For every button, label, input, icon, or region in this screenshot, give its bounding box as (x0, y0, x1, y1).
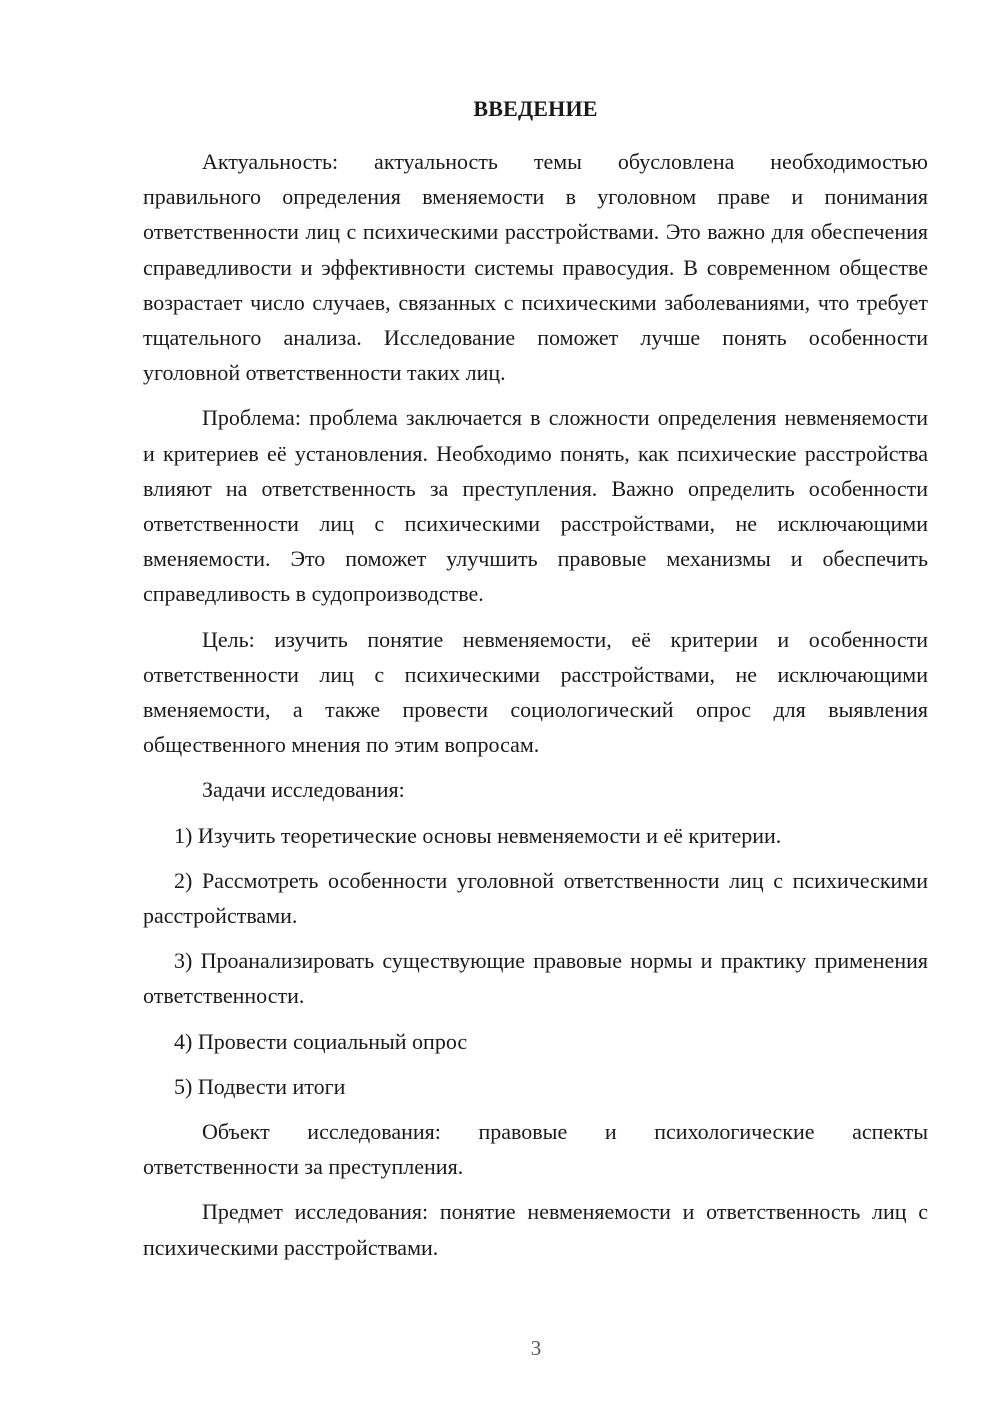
tasks-heading: Задачи исследования: (202, 777, 405, 803)
page-number: 3 (530, 1336, 542, 1360)
task-item-2: 2) Рассмотреть особенности уголовной ответственности лиц с психическими расстройствами. (143, 867, 928, 929)
page-content (143, 94, 928, 1265)
task-item-5: 5) Подвести итоги (174, 1073, 346, 1099)
paragraph-subject: Предмет исследования: понятие невменяемости и ответственность лиц с психическими расстройствами. (143, 1199, 928, 1260)
paragraph-object: Объект исследования: правовые и психологические аспекты ответственности за преступления. (143, 1119, 928, 1180)
paragraph-problem: Проблема: проблема заключается в сложности определения невменяемости и критериев её установления. Необходимо понять, как психические расстройства влияют на ответственность за преступления. Важно определить особенности ответственности лиц с психическими расстройствами, не исключающими вменяемости. Это поможет улучшить правовые механизмы и обеспечить справедливость в судопроизводстве. (143, 405, 928, 607)
page-title: ВВЕДЕНИЕ (473, 96, 598, 121)
paragraph-goal: Цель: изучить понятие невменяемости, её критерии и особенности ответственности лиц с психическими расстройствами, не исключающими вменяемости, а также провести социологический опрос для выявления общественного мнения по этим вопросам. (143, 626, 928, 758)
paragraph-relevance: Актуальность: актуальность темы обусловлена необходимостью правильного определения вменяемости в уголовном праве и понимания ответственности лиц с психическими расстройствами. Это важно для обеспечения справедливости и эффективности системы правосудия. В современном обществе возрастает число случаев, связанных с психическими заболеваниями, что требует тщательного анализа. Исследование поможет лучше понять особенности уголовной ответственности таких лиц. (143, 149, 928, 386)
task-item-3: 3) Проанализировать существующие правовые нормы и практику применения ответственности. (143, 948, 928, 1009)
task-item-4: 4) Провести социальный опрос (174, 1028, 468, 1054)
task-item-1: 1) Изучить теоретические основы невменяемости и её критерии. (174, 822, 782, 848)
